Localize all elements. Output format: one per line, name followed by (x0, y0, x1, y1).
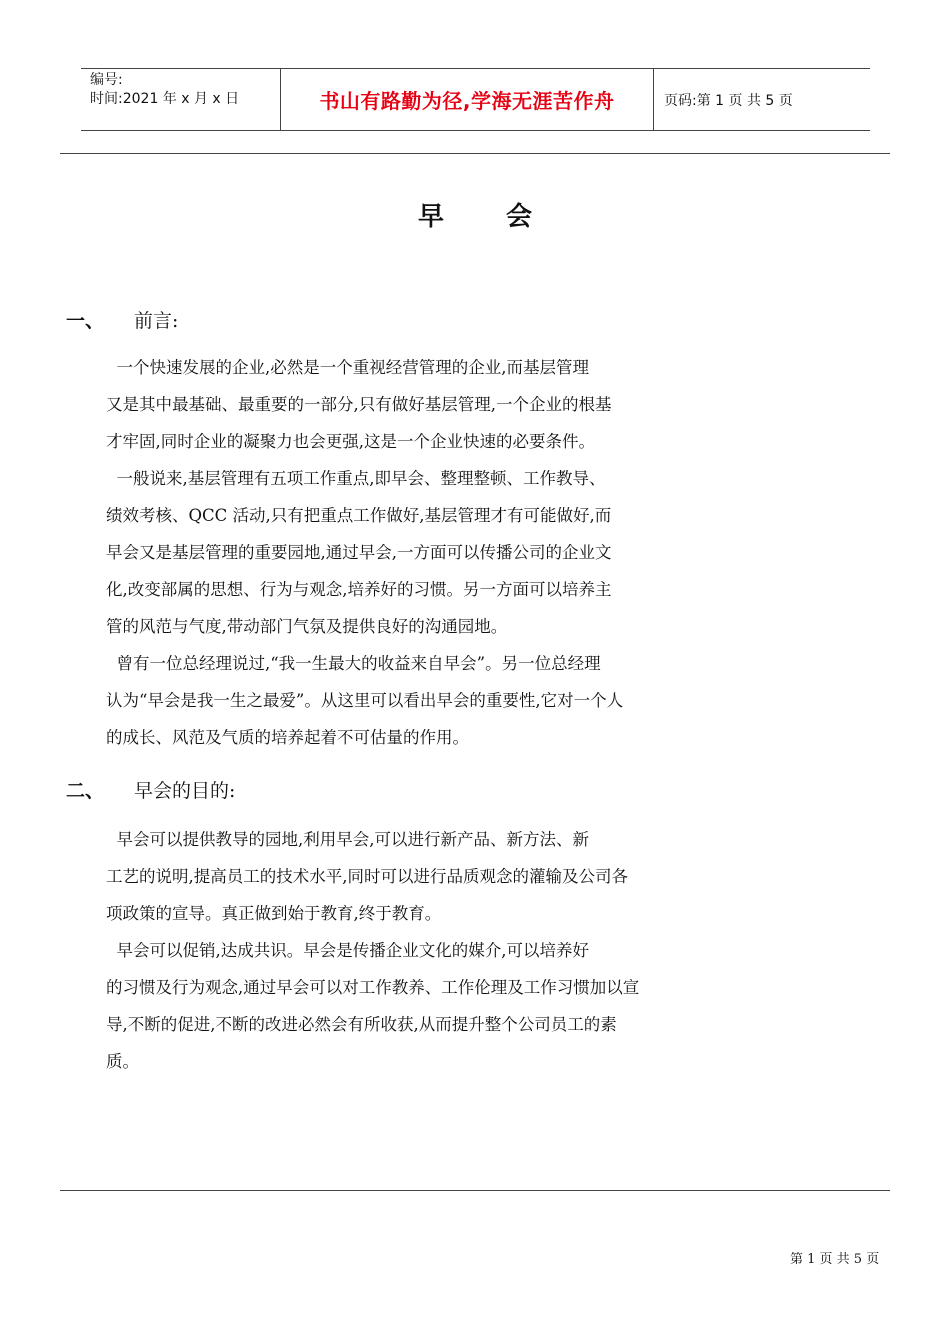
text-line: 认为“早会是我一生之最爱”。从这里可以看出早会的重要性,它对一个人 (106, 691, 624, 710)
section-heading (66, 306, 178, 333)
section-title: 早会的目的: (134, 780, 236, 802)
text-line: 工艺的说明,提高员工的技术水平,同时可以进行品质观念的灌输及公司各 (106, 867, 628, 886)
top-divider (60, 153, 890, 154)
bottom-divider (60, 1190, 890, 1191)
text-line: 早会可以促销,达成共识。早会是传播企业文化的媒介,可以培养好 (106, 941, 589, 960)
text-line: 的成长、风范及气质的培养起着不可估量的作用。 (106, 728, 469, 747)
paragraph (106, 932, 639, 1080)
text-line: 管的风范与气度,带动部门气氛及提供良好的沟通园地。 (106, 617, 508, 636)
section-title: 前言: (134, 310, 179, 332)
header-motto-cell (281, 69, 654, 130)
footer-page-number: 第 1 页 共 5 页 (790, 1252, 880, 1267)
section-number: 一、 (66, 310, 105, 332)
text-line: 一般说来,基层管理有五项工作重点,即早会、整理整顿、工作教导、 (106, 469, 606, 488)
text-line: 才牢固,同时企业的凝聚力也会更强,这是一个企业快速的必要条件。 (106, 432, 595, 451)
text-line: 化,改变部属的思想、行为与观念,培养好的习惯。另一方面可以培养主 (106, 580, 612, 599)
serial-number-label: 编号: (90, 72, 123, 88)
text-line: 早会又是基层管理的重要园地,通过早会,一方面可以传播公司的企业文 (106, 543, 612, 562)
text-line: 早会可以提供教导的园地,利用早会,可以进行新产品、新方法、新 (106, 830, 589, 849)
header-motto: 书山有路勤为径,学海无涯苦作舟 (319, 89, 615, 113)
section-number: 二、 (66, 780, 105, 802)
text-line: 曾有一位总经理说过,“我一生最大的收益来自早会”。另一位总经理 (106, 654, 601, 673)
document-title: 早会 (417, 202, 594, 232)
text-line: 项政策的宣导。真正做到始于教育,终于教育。 (106, 904, 442, 923)
section-heading (66, 776, 235, 803)
header-meta (81, 69, 281, 130)
header-table (81, 68, 870, 131)
paragraph (106, 821, 628, 932)
header-page-cell (654, 69, 870, 130)
paragraph (106, 645, 623, 756)
paragraph (106, 349, 612, 460)
text-line: 的习惯及行为观念,通过早会可以对工作教养、工作伦理及工作习惯加以宣 (106, 978, 640, 997)
text-line: 又是其中最基础、最重要的一部分,只有做好基层管理,一个企业的根基 (106, 395, 612, 414)
header-page-info: 页码:第 1 页 共 5 页 (664, 92, 793, 109)
text-line: 绩效考核、QCC 活动,只有把重点工作做好,基层管理才有可能做好,而 (106, 506, 612, 525)
paragraph (106, 460, 612, 645)
text-line: 导,不断的促进,不断的改进必然会有所收获,从而提升整个公司员工的素 (106, 1015, 617, 1034)
text-line: 一个快速发展的企业,必然是一个重视经营管理的企业,而基层管理 (106, 358, 589, 377)
text-line: 质。 (106, 1052, 139, 1071)
date-label: 时间:2021 年 x 月 x 日 (90, 91, 240, 107)
